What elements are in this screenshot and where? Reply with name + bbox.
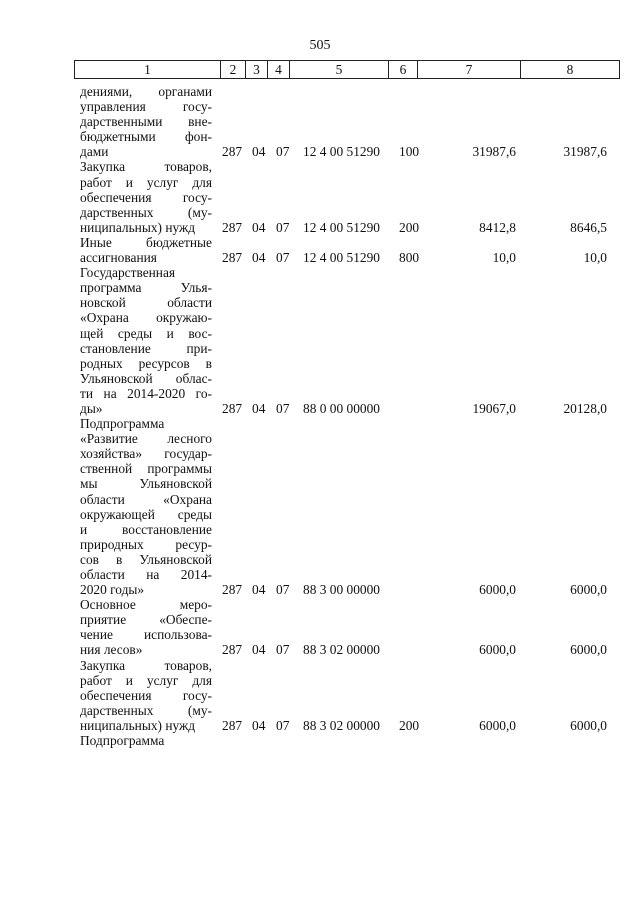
cell-c3: 04 <box>252 642 266 658</box>
row-description <box>80 416 212 597</box>
cell-c5: 12 4 00 51290 <box>303 144 380 160</box>
cell-c3: 04 <box>252 250 266 266</box>
description-line: ниципальных) нужд <box>80 219 196 235</box>
cell-c8: 31987,6 <box>563 144 607 160</box>
cell-c8: 8646,5 <box>570 219 607 235</box>
table-row <box>0 235 640 265</box>
description-line: ния лесов» <box>80 642 143 658</box>
cell-c8: 20128,0 <box>563 400 607 416</box>
cell-c7: 6000,0 <box>479 717 516 733</box>
header-cell: 4 <box>268 61 290 78</box>
description-line: Иные бюджетные <box>80 234 212 250</box>
description-line: ды» <box>80 400 103 416</box>
cell-c7: 6000,0 <box>479 582 516 598</box>
description-line: природных ресур- <box>80 536 212 552</box>
cell-c7: 8412,8 <box>479 219 516 235</box>
table-row <box>0 159 640 234</box>
description-line: области «Охрана <box>80 491 212 507</box>
cell-c5: 88 3 02 00000 <box>303 717 380 733</box>
header-cell: 7 <box>418 61 521 78</box>
row-values <box>0 144 640 159</box>
table-body <box>0 84 640 748</box>
table-header-row <box>74 60 620 79</box>
cell-c2: 287 <box>222 400 243 416</box>
header-cell: 6 <box>389 61 418 78</box>
description-line: приятие «Обеспе- <box>80 612 212 628</box>
description-line: 2020 годы» <box>80 582 145 598</box>
cell-c6: 800 <box>399 250 420 266</box>
cell-c4: 07 <box>276 400 290 416</box>
page-number: 505 <box>309 38 331 53</box>
description-line: дами <box>80 144 109 160</box>
row-values <box>0 718 640 733</box>
description-line: обеспечения госу- <box>80 189 212 205</box>
cell-c7: 10,0 <box>492 250 516 266</box>
row-description <box>80 265 212 416</box>
cell-c4: 07 <box>276 219 290 235</box>
description-line: Ульяновской облас- <box>80 370 212 386</box>
cell-c5: 12 4 00 51290 <box>303 250 380 266</box>
cell-c8: 6000,0 <box>570 717 607 733</box>
description-line: программа Улья- <box>80 280 212 296</box>
header-cell: 5 <box>290 61 389 78</box>
description-line: бюджетными фон- <box>80 129 212 145</box>
cell-c2: 287 <box>222 642 243 658</box>
description-line: Подпрограмма <box>80 416 165 432</box>
cell-c4: 07 <box>276 250 290 266</box>
description-line: Закупка товаров, <box>80 159 212 175</box>
description-line: чение использова- <box>80 627 212 643</box>
description-line: области на 2014- <box>80 567 212 582</box>
description-line: дениями, органами <box>80 84 212 99</box>
description-line: управления госу- <box>80 99 212 115</box>
description-line: окружающей среды <box>80 506 212 522</box>
table-row <box>0 265 640 416</box>
description-line: мы Ульяновской <box>80 476 212 492</box>
row-values <box>0 401 640 416</box>
cell-c2: 287 <box>222 250 243 266</box>
cell-c3: 04 <box>252 400 266 416</box>
cell-c7: 31987,6 <box>472 144 516 160</box>
cell-c3: 04 <box>252 219 266 235</box>
cell-c7: 6000,0 <box>479 642 516 658</box>
cell-c5: 88 3 02 00000 <box>303 642 380 658</box>
cell-c4: 07 <box>276 144 290 160</box>
description-line: Закупка товаров, <box>80 657 212 673</box>
description-line: «Развитие лесного <box>80 431 212 447</box>
cell-c2: 287 <box>222 219 243 235</box>
description-line: родных ресурсов в <box>80 355 212 371</box>
cell-c8: 6000,0 <box>570 582 607 598</box>
cell-c4: 07 <box>276 642 290 658</box>
cell-c2: 287 <box>222 717 243 733</box>
header-cell: 3 <box>246 61 268 78</box>
cell-c5: 88 0 00 00000 <box>303 400 380 416</box>
description-line: работ и услуг для <box>80 672 212 688</box>
description-line: становление при- <box>80 340 212 356</box>
cell-c7: 19067,0 <box>472 400 516 416</box>
description-line: дарственных (му- <box>80 702 212 718</box>
description-line: Основное меро- <box>80 597 212 613</box>
description-line: дарственных (му- <box>80 204 212 220</box>
description-line: ниципальных) нужд <box>80 717 196 733</box>
cell-c6: 200 <box>399 219 420 235</box>
description-line: Государственная <box>80 265 176 281</box>
description-line: щей среды и вос- <box>80 325 212 341</box>
cell-c3: 04 <box>252 582 266 598</box>
table-row <box>0 416 640 597</box>
description-line: ассигнования <box>80 250 157 266</box>
cell-c5: 88 3 00 00000 <box>303 582 380 598</box>
description-line: новской области <box>80 295 212 311</box>
cell-c8: 6000,0 <box>570 642 607 658</box>
description-line: обеспечения госу- <box>80 687 212 703</box>
row-values <box>0 733 640 748</box>
table-row <box>0 597 640 657</box>
cell-c2: 287 <box>222 144 243 160</box>
row-values <box>0 250 640 265</box>
description-line: сов в Ульяновской <box>80 551 212 567</box>
row-values <box>0 582 640 597</box>
table-row <box>0 658 640 733</box>
description-line: Подпрограмма <box>80 733 165 749</box>
description-line: хозяйства» государ- <box>80 446 212 462</box>
cell-c6: 200 <box>399 717 420 733</box>
table-row <box>0 733 640 748</box>
description-line: «Охрана окружаю- <box>80 310 212 326</box>
cell-c3: 04 <box>252 144 266 160</box>
cell-c5: 12 4 00 51290 <box>303 219 380 235</box>
description-line: работ и услуг для <box>80 174 212 190</box>
cell-c8: 10,0 <box>583 250 607 266</box>
header-cell: 8 <box>566 62 574 77</box>
cell-c4: 07 <box>276 717 290 733</box>
description-line: ственной программы <box>80 461 212 477</box>
row-values <box>0 642 640 657</box>
cell-c4: 07 <box>276 582 290 598</box>
cell-c2: 287 <box>222 582 243 598</box>
cell-c3: 04 <box>252 717 266 733</box>
row-values <box>0 220 640 235</box>
cell-c6: 100 <box>399 144 420 160</box>
header-cell: 2 <box>221 61 246 78</box>
header-cell: 1 <box>75 61 221 78</box>
description-line: ти на 2014-2020 го- <box>80 385 212 401</box>
description-line: дарственными вне- <box>80 114 212 130</box>
description-line: и восстановление <box>80 521 212 537</box>
table-row <box>0 84 640 159</box>
